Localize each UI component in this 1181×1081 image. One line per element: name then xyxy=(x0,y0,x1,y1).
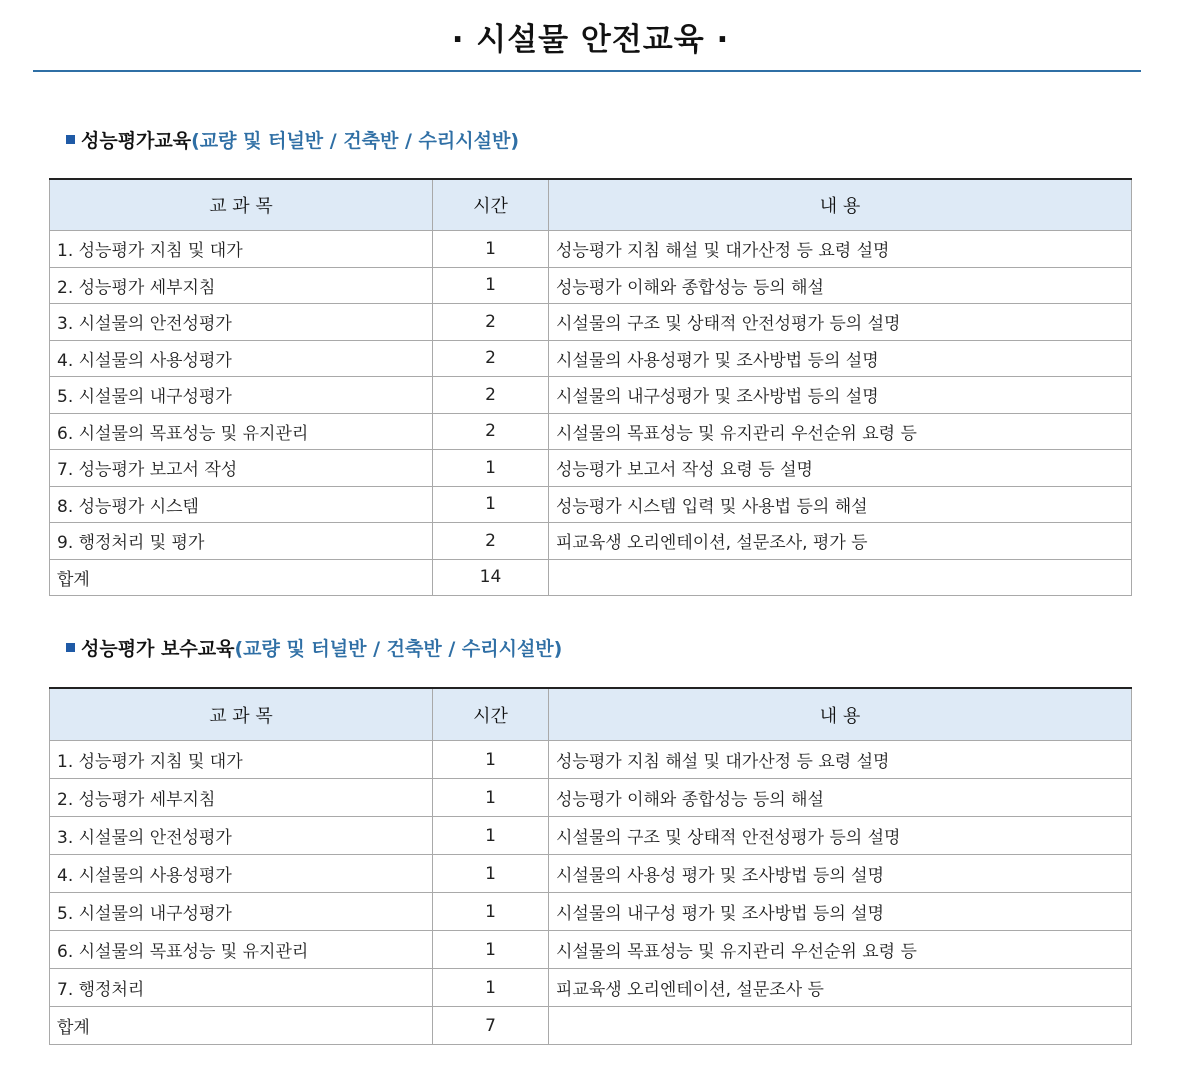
hours-cell: 1 xyxy=(433,817,549,855)
hours-cell: 2 xyxy=(433,523,549,560)
content-cell: 시설물의 사용성 평가 및 조사방법 등의 설명 xyxy=(549,855,1132,893)
hours-cell: 1 xyxy=(433,893,549,931)
total-row xyxy=(50,559,1132,596)
table-row xyxy=(50,817,1132,855)
table-row xyxy=(50,893,1132,931)
column-header-subject: 교 과 목 xyxy=(50,179,433,231)
content-cell: 시설물의 구조 및 상태적 안전성평가 등의 설명 xyxy=(549,304,1132,341)
total-hours: 7 xyxy=(433,1007,549,1045)
content-cell: 시설물의 구조 및 상태적 안전성평가 등의 설명 xyxy=(549,817,1132,855)
hours-cell: 1 xyxy=(433,855,549,893)
total-content xyxy=(549,1007,1132,1045)
subject-cell: 7. 성능평가 보고서 작성 xyxy=(50,450,433,487)
curriculum-table-performance xyxy=(49,178,1132,596)
table-row xyxy=(50,340,1132,377)
hours-cell: 1 xyxy=(433,267,549,304)
hours-cell: 2 xyxy=(433,413,549,450)
subject-cell: 1. 성능평가 지침 및 대가 xyxy=(50,741,433,779)
subject-cell: 6. 시설물의 목표성능 및 유지관리 xyxy=(50,413,433,450)
table-row xyxy=(50,304,1132,341)
hours-cell: 2 xyxy=(433,340,549,377)
table-row xyxy=(50,741,1132,779)
content-cell: 피교육생 오리엔테이션, 설문조사, 평가 등 xyxy=(549,523,1132,560)
table-row xyxy=(50,523,1132,560)
section-heading-courses: (교량 및 터널반 / 건축반 / 수리시설반) xyxy=(191,130,520,152)
subject-cell: 3. 시설물의 안전성평가 xyxy=(50,817,433,855)
table-row xyxy=(50,779,1132,817)
content-cell: 성능평가 지침 해설 및 대가산정 등 요령 설명 xyxy=(549,741,1132,779)
content-cell: 시설물의 목표성능 및 유지관리 우선순위 요령 등 xyxy=(549,931,1132,969)
hours-cell: 1 xyxy=(433,231,549,268)
hours-cell: 1 xyxy=(433,450,549,487)
subject-cell: 4. 시설물의 사용성평가 xyxy=(50,340,433,377)
content-cell: 시설물의 내구성평가 및 조사방법 등의 설명 xyxy=(549,377,1132,414)
subject-cell: 4. 시설물의 사용성평가 xyxy=(50,855,433,893)
total-label: 합계 xyxy=(50,559,433,596)
subject-cell: 2. 성능평가 세부지침 xyxy=(50,267,433,304)
content-cell: 성능평가 이해와 종합성능 등의 해설 xyxy=(549,267,1132,304)
subject-cell: 7. 행정처리 xyxy=(50,969,433,1007)
content-cell: 성능평가 시스템 입력 및 사용법 등의 해설 xyxy=(549,486,1132,523)
hours-cell: 1 xyxy=(433,969,549,1007)
column-header-content: 내 용 xyxy=(549,688,1132,741)
section-heading-performance xyxy=(66,126,519,153)
curriculum-table-refresher xyxy=(49,687,1132,1045)
table-header-row xyxy=(50,688,1132,741)
column-header-hours: 시간 xyxy=(433,179,549,231)
table-row xyxy=(50,450,1132,487)
hours-cell: 1 xyxy=(433,931,549,969)
hours-cell: 2 xyxy=(433,304,549,341)
table-row xyxy=(50,413,1132,450)
subject-cell: 1. 성능평가 지침 및 대가 xyxy=(50,231,433,268)
column-header-subject: 교 과 목 xyxy=(50,688,433,741)
column-header-hours: 시간 xyxy=(433,688,549,741)
square-bullet-icon xyxy=(66,643,75,652)
page-title: · 시설물 안전교육 · xyxy=(451,22,730,58)
subject-cell: 5. 시설물의 내구성평가 xyxy=(50,377,433,414)
subject-cell: 5. 시설물의 내구성평가 xyxy=(50,893,433,931)
table-header-row xyxy=(50,179,1132,231)
hours-cell: 1 xyxy=(433,779,549,817)
subject-cell: 2. 성능평가 세부지침 xyxy=(50,779,433,817)
hours-cell: 2 xyxy=(433,377,549,414)
subject-cell: 9. 행정처리 및 평가 xyxy=(50,523,433,560)
content-cell: 성능평가 보고서 작성 요령 등 설명 xyxy=(549,450,1132,487)
title-divider xyxy=(33,70,1141,72)
section-heading-refresher xyxy=(66,634,562,661)
hours-cell: 1 xyxy=(433,486,549,523)
square-bullet-icon xyxy=(66,135,75,144)
content-cell: 성능평가 이해와 종합성능 등의 해설 xyxy=(549,779,1132,817)
table-row xyxy=(50,267,1132,304)
subject-cell: 6. 시설물의 목표성능 및 유지관리 xyxy=(50,931,433,969)
column-header-content: 내 용 xyxy=(549,179,1132,231)
total-label: 합계 xyxy=(50,1007,433,1045)
table-row xyxy=(50,486,1132,523)
table-row xyxy=(50,969,1132,1007)
total-row xyxy=(50,1007,1132,1045)
total-hours: 14 xyxy=(433,559,549,596)
table-row xyxy=(50,931,1132,969)
total-content xyxy=(549,559,1132,596)
table-row xyxy=(50,231,1132,268)
content-cell: 시설물의 사용성평가 및 조사방법 등의 설명 xyxy=(549,340,1132,377)
section-heading-label: 성능평가교육 xyxy=(81,130,192,152)
content-cell: 피교육생 오리엔테이션, 설문조사 등 xyxy=(549,969,1132,1007)
table-row xyxy=(50,855,1132,893)
subject-cell: 3. 시설물의 안전성평가 xyxy=(50,304,433,341)
content-cell: 시설물의 내구성 평가 및 조사방법 등의 설명 xyxy=(549,893,1132,931)
subject-cell: 8. 성능평가 시스템 xyxy=(50,486,433,523)
table-row xyxy=(50,377,1132,414)
section-heading-courses: (교량 및 터널반 / 건축반 / 수리시설반) xyxy=(234,638,563,660)
content-cell: 시설물의 목표성능 및 유지관리 우선순위 요령 등 xyxy=(549,413,1132,450)
content-cell: 성능평가 지침 해설 및 대가산정 등 요령 설명 xyxy=(549,231,1132,268)
section-heading-label: 성능평가 보수교육 xyxy=(81,638,235,660)
hours-cell: 1 xyxy=(433,741,549,779)
